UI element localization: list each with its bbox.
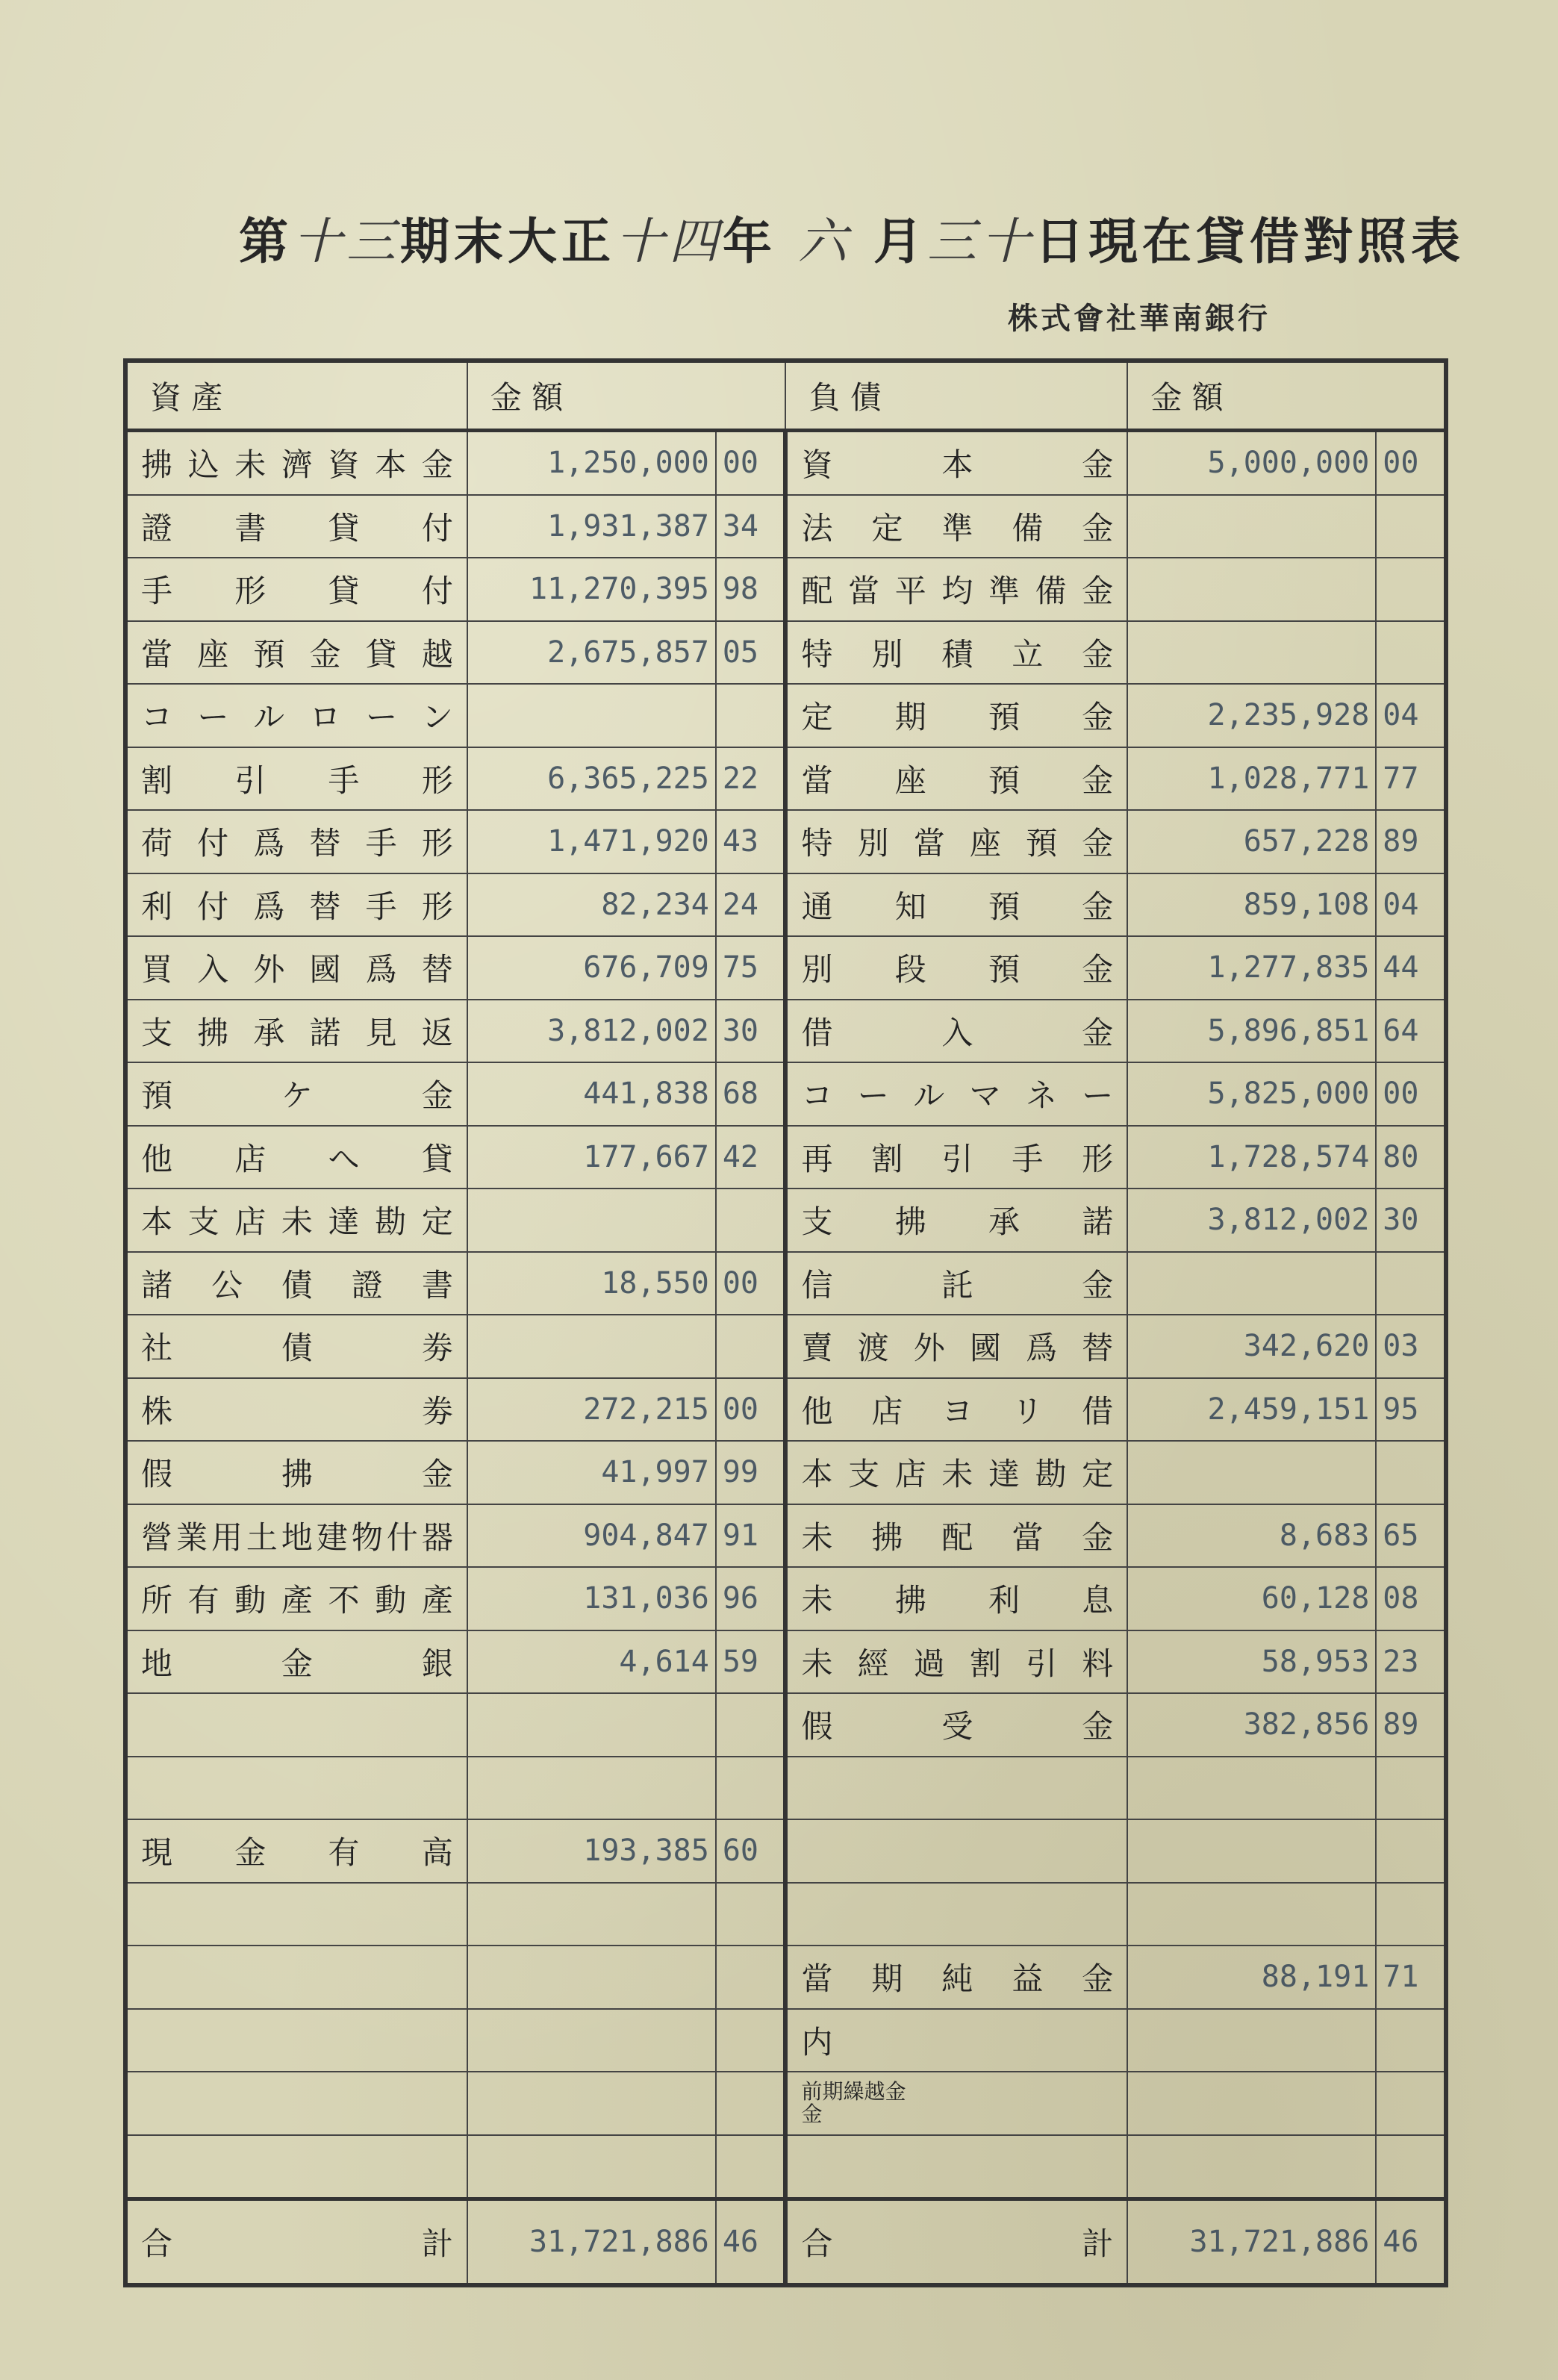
liability-yen: 342,620 (1127, 1315, 1376, 1378)
liability-yen: 8,683 (1127, 1504, 1376, 1568)
asset-sen: 34 (716, 495, 786, 558)
asset-label: 手形貸付 (125, 558, 467, 621)
liability-sen: 04 (1376, 873, 1446, 937)
liability-yen: 1,277,835 (1127, 936, 1376, 1000)
liability-sen: 80 (1376, 1126, 1446, 1189)
liability-label: 未拂配當金 (785, 1504, 1127, 1568)
liability-label: 通知預金 (785, 873, 1127, 937)
asset-sen: 43 (716, 810, 786, 873)
title-term-handwritten: 十三 (293, 213, 400, 270)
asset-yen: 272,215 (467, 1378, 716, 1442)
liability-yen (1127, 2009, 1376, 2072)
asset-yen (467, 2072, 716, 2135)
liability-yen (1127, 1883, 1376, 1946)
asset-label: 他店へ貸 (125, 1126, 467, 1189)
table-row (125, 873, 1446, 937)
asset-sen (716, 1189, 786, 1252)
asset-sen: 96 (716, 1567, 786, 1630)
liability-yen: 382,856 (1127, 1693, 1376, 1757)
asset-yen: 1,471,920 (467, 810, 716, 873)
assets-header: 資 產 (125, 361, 467, 431)
company-name: 株式會社華南銀行 (1008, 301, 1271, 336)
liability-yen: 1,728,574 (1127, 1126, 1376, 1189)
liability-label: 本支店未達勘定 (785, 1441, 1127, 1504)
liability-yen (1127, 1252, 1376, 1315)
asset-yen (467, 1315, 716, 1378)
liability-label: 假受金 (785, 1693, 1127, 1757)
liability-sen: 65 (1376, 1504, 1446, 1568)
asset-label: 荷付爲替手形 (125, 810, 467, 873)
liability-sen (1376, 2072, 1446, 2135)
liability-sen (1376, 495, 1446, 558)
asset-yen: 2,675,857 (467, 621, 716, 685)
title-prefix: 第 (239, 212, 293, 270)
table-row (125, 431, 1446, 495)
liability-sen (1376, 2009, 1446, 2072)
liability-yen (1127, 1441, 1376, 1504)
asset-sen: 60 (716, 1819, 786, 1883)
liability-sen: 04 (1376, 684, 1446, 747)
liability-sen: 77 (1376, 747, 1446, 811)
table-row (125, 2072, 1446, 2135)
liability-sen: 00 (1376, 431, 1446, 495)
table-header-row (125, 361, 1446, 431)
table-row (125, 1757, 1446, 1820)
liability-label: 賣渡外國爲替 (785, 1315, 1127, 1378)
liability-yen (1127, 1757, 1376, 1820)
liability-label: 内 (785, 2009, 1127, 2072)
asset-amount-header: 金 額 (467, 361, 786, 431)
asset-yen (467, 2009, 716, 2072)
liability-sen: 71 (1376, 1946, 1446, 2009)
asset-label: 支拂承諾見返 (125, 1000, 467, 1063)
liability-label: 未經過割引料 (785, 1630, 1127, 1694)
asset-yen: 177,667 (467, 1126, 716, 1189)
asset-sen: 59 (716, 1630, 786, 1694)
asset-sen: 00 (716, 1378, 786, 1442)
liability-sen: 00 (1376, 1062, 1446, 1126)
liability-sen (1376, 2135, 1446, 2199)
asset-yen: 1,250,000 (467, 431, 716, 495)
table-row (125, 621, 1446, 685)
asset-yen: 676,709 (467, 936, 716, 1000)
liability-yen: 3,812,002 (1127, 1189, 1376, 1252)
liability-yen: 5,896,851 (1127, 1000, 1376, 1063)
asset-yen (467, 684, 716, 747)
asset-sen (716, 1315, 786, 1378)
liability-sen (1376, 1819, 1446, 1883)
asset-sen (716, 2072, 786, 2135)
asset-sen: 99 (716, 1441, 786, 1504)
liability-yen: 859,108 (1127, 873, 1376, 937)
asset-label: 拂込未濟資本金 (125, 431, 467, 495)
asset-yen: 193,385 (467, 1819, 716, 1883)
liability-yen: 60,128 (1127, 1567, 1376, 1630)
asset-sen (716, 2009, 786, 2072)
title-nen: 年 (723, 212, 776, 270)
liability-label: 特別當座預金 (785, 810, 1127, 873)
liability-label: 信託金 (785, 1252, 1127, 1315)
asset-label (125, 1946, 467, 2009)
liability-yen (1127, 2135, 1376, 2199)
liability-label: コールマネー (785, 1062, 1127, 1126)
liability-label: 當期純益金 (785, 1946, 1127, 2009)
liability-yen (1127, 621, 1376, 685)
title-month-handwritten: 六 (797, 213, 852, 270)
liability-sen (1376, 558, 1446, 621)
asset-sen (716, 1946, 786, 2009)
asset-label: 株劵 (125, 1378, 467, 1442)
liability-label: 資本金 (785, 431, 1127, 495)
liability-note-previous-carryover (785, 2072, 1127, 2135)
liability-label: 別段預金 (785, 936, 1127, 1000)
liabilities-header: 負 債 (785, 361, 1127, 431)
asset-yen (467, 1693, 716, 1757)
table-row (125, 558, 1446, 621)
asset-yen (467, 1883, 716, 1946)
asset-label: 本支店未達勘定 (125, 1189, 467, 1252)
asset-label: 社債劵 (125, 1315, 467, 1378)
liability-label (785, 2135, 1127, 2199)
table-row (125, 1000, 1446, 1063)
asset-sen: 75 (716, 936, 786, 1000)
table-row (125, 2009, 1446, 2072)
table-row (125, 936, 1446, 1000)
asset-sen (716, 1757, 786, 1820)
asset-yen: 131,036 (467, 1567, 716, 1630)
asset-sen: 24 (716, 873, 786, 937)
document-title (239, 202, 1465, 284)
asset-label: 證書貸付 (125, 495, 467, 558)
asset-sen: 00 (716, 1252, 786, 1315)
liability-sen (1376, 621, 1446, 685)
balance-sheet-table (123, 358, 1448, 2287)
liability-sen (1376, 1441, 1446, 1504)
liability-total-sen: 46 (1376, 2199, 1446, 2286)
asset-yen: 18,550 (467, 1252, 716, 1315)
liability-total-yen: 31,721,886 (1127, 2199, 1376, 2286)
asset-yen: 904,847 (467, 1504, 716, 1568)
asset-total-sen: 46 (716, 2199, 786, 2286)
asset-label (125, 1883, 467, 1946)
liability-yen: 2,235,928 (1127, 684, 1376, 747)
table-row (125, 1189, 1446, 1252)
liability-label: 當座預金 (785, 747, 1127, 811)
liability-yen (1127, 1819, 1376, 1883)
asset-sen: 22 (716, 747, 786, 811)
asset-yen (467, 1189, 716, 1252)
liability-sen (1376, 1757, 1446, 1820)
table-row (125, 1504, 1446, 1568)
liability-label: 他店ヨリ借 (785, 1378, 1127, 1442)
liability-label: 特別積立金 (785, 621, 1127, 685)
liability-yen: 5,000,000 (1127, 431, 1376, 495)
title-day-handwritten: 三十 (926, 213, 1035, 270)
title-tsuki: 月 (873, 212, 927, 270)
liability-amount-header: 金 額 (1127, 361, 1446, 431)
liability-sen: 30 (1376, 1189, 1446, 1252)
totals-row (125, 2199, 1446, 2286)
table-row (125, 1630, 1446, 1694)
asset-yen: 41,997 (467, 1441, 716, 1504)
liability-yen: 2,459,151 (1127, 1378, 1376, 1442)
liability-label: 法定準備金 (785, 495, 1127, 558)
asset-label: 割引手形 (125, 747, 467, 811)
liability-total-label: 合 計 (785, 2199, 1127, 2286)
asset-yen (467, 2135, 716, 2199)
asset-label (125, 2009, 467, 2072)
table-row (125, 1378, 1446, 1442)
table-row (125, 1819, 1446, 1883)
liability-label: 支拂承諾 (785, 1189, 1127, 1252)
table-row (125, 1126, 1446, 1189)
asset-label: 現金有高 (125, 1819, 467, 1883)
asset-total-yen: 31,721,886 (467, 2199, 716, 2286)
asset-label: 當座預金貸越 (125, 621, 467, 685)
liability-yen: 88,191 (1127, 1946, 1376, 2009)
note-line-1: 前期繰越金 (801, 2079, 906, 2105)
asset-sen: 68 (716, 1062, 786, 1126)
table-row (125, 1062, 1446, 1126)
title-year-handwritten: 十四 (615, 213, 723, 270)
asset-sen: 05 (716, 621, 786, 685)
asset-sen (716, 2135, 786, 2199)
asset-yen: 3,812,002 (467, 1000, 716, 1063)
asset-label: 買入外國爲替 (125, 936, 467, 1000)
asset-label (125, 2072, 467, 2135)
asset-label: 地金銀 (125, 1630, 467, 1694)
asset-label (125, 2135, 467, 2199)
asset-sen: 42 (716, 1126, 786, 1189)
liability-sen: 03 (1376, 1315, 1446, 1378)
asset-yen (467, 1757, 716, 1820)
asset-label (125, 1693, 467, 1757)
liability-label: 再割引手形 (785, 1126, 1127, 1189)
table-row (125, 1567, 1446, 1630)
liability-sen: 08 (1376, 1567, 1446, 1630)
asset-label: 營業用土地建物什器 (125, 1504, 467, 1568)
asset-label (125, 1757, 467, 1820)
asset-sen: 30 (716, 1000, 786, 1063)
asset-yen: 6,365,225 (467, 747, 716, 811)
asset-sen (716, 1693, 786, 1757)
asset-label: 所有動產不動產 (125, 1567, 467, 1630)
table-row (125, 495, 1446, 558)
asset-sen: 91 (716, 1504, 786, 1568)
liability-sen: 89 (1376, 810, 1446, 873)
liability-label: 借入金 (785, 1000, 1127, 1063)
liability-yen (1127, 495, 1376, 558)
liability-sen (1376, 1252, 1446, 1315)
table-row (125, 1946, 1446, 2009)
asset-yen: 4,614 (467, 1630, 716, 1694)
liability-sen (1376, 1883, 1446, 1946)
asset-yen: 1,931,387 (467, 495, 716, 558)
table-row (125, 747, 1446, 811)
asset-sen: 00 (716, 431, 786, 495)
table-row (125, 1883, 1446, 1946)
asset-label: 諸公債證書 (125, 1252, 467, 1315)
liability-label: 未拂利息 (785, 1567, 1127, 1630)
note-line-2: 金 (801, 2102, 823, 2127)
liability-sen: 95 (1376, 1378, 1446, 1442)
liability-label: 定期預金 (785, 684, 1127, 747)
liability-sen: 89 (1376, 1693, 1446, 1757)
asset-total-label: 合 計 (125, 2199, 467, 2286)
table-row (125, 1693, 1446, 1757)
liability-yen (1127, 558, 1376, 621)
liability-yen: 5,825,000 (1127, 1062, 1376, 1126)
liability-label (785, 1757, 1127, 1820)
title-middle: 期末大正 (400, 212, 615, 270)
asset-sen (716, 1883, 786, 1946)
asset-yen (467, 1946, 716, 2009)
table-row (125, 1252, 1446, 1315)
liability-label (785, 1819, 1127, 1883)
title-suffix: 日現在貸借對照表 (1034, 212, 1465, 270)
table-row (125, 2135, 1446, 2199)
asset-label: 利付爲替手形 (125, 873, 467, 937)
table-row (125, 810, 1446, 873)
liability-sen: 44 (1376, 936, 1446, 1000)
asset-label: 假拂金 (125, 1441, 467, 1504)
liability-yen: 657,228 (1127, 810, 1376, 873)
asset-yen: 82,234 (467, 873, 716, 937)
liability-label (785, 1883, 1127, 1946)
table-row (125, 684, 1446, 747)
liability-label: 配當平均準備金 (785, 558, 1127, 621)
liability-yen (1127, 2072, 1376, 2135)
liability-yen: 1,028,771 (1127, 747, 1376, 811)
liability-sen: 64 (1376, 1000, 1446, 1063)
table-row (125, 1441, 1446, 1504)
liability-sen: 23 (1376, 1630, 1446, 1694)
asset-label: 預ケ金 (125, 1062, 467, 1126)
asset-sen: 98 (716, 558, 786, 621)
asset-yen: 11,270,395 (467, 558, 716, 621)
liability-yen: 58,953 (1127, 1630, 1376, 1694)
asset-label: コールローン (125, 684, 467, 747)
asset-yen: 441,838 (467, 1062, 716, 1126)
table-row (125, 1315, 1446, 1378)
asset-sen (716, 684, 786, 747)
